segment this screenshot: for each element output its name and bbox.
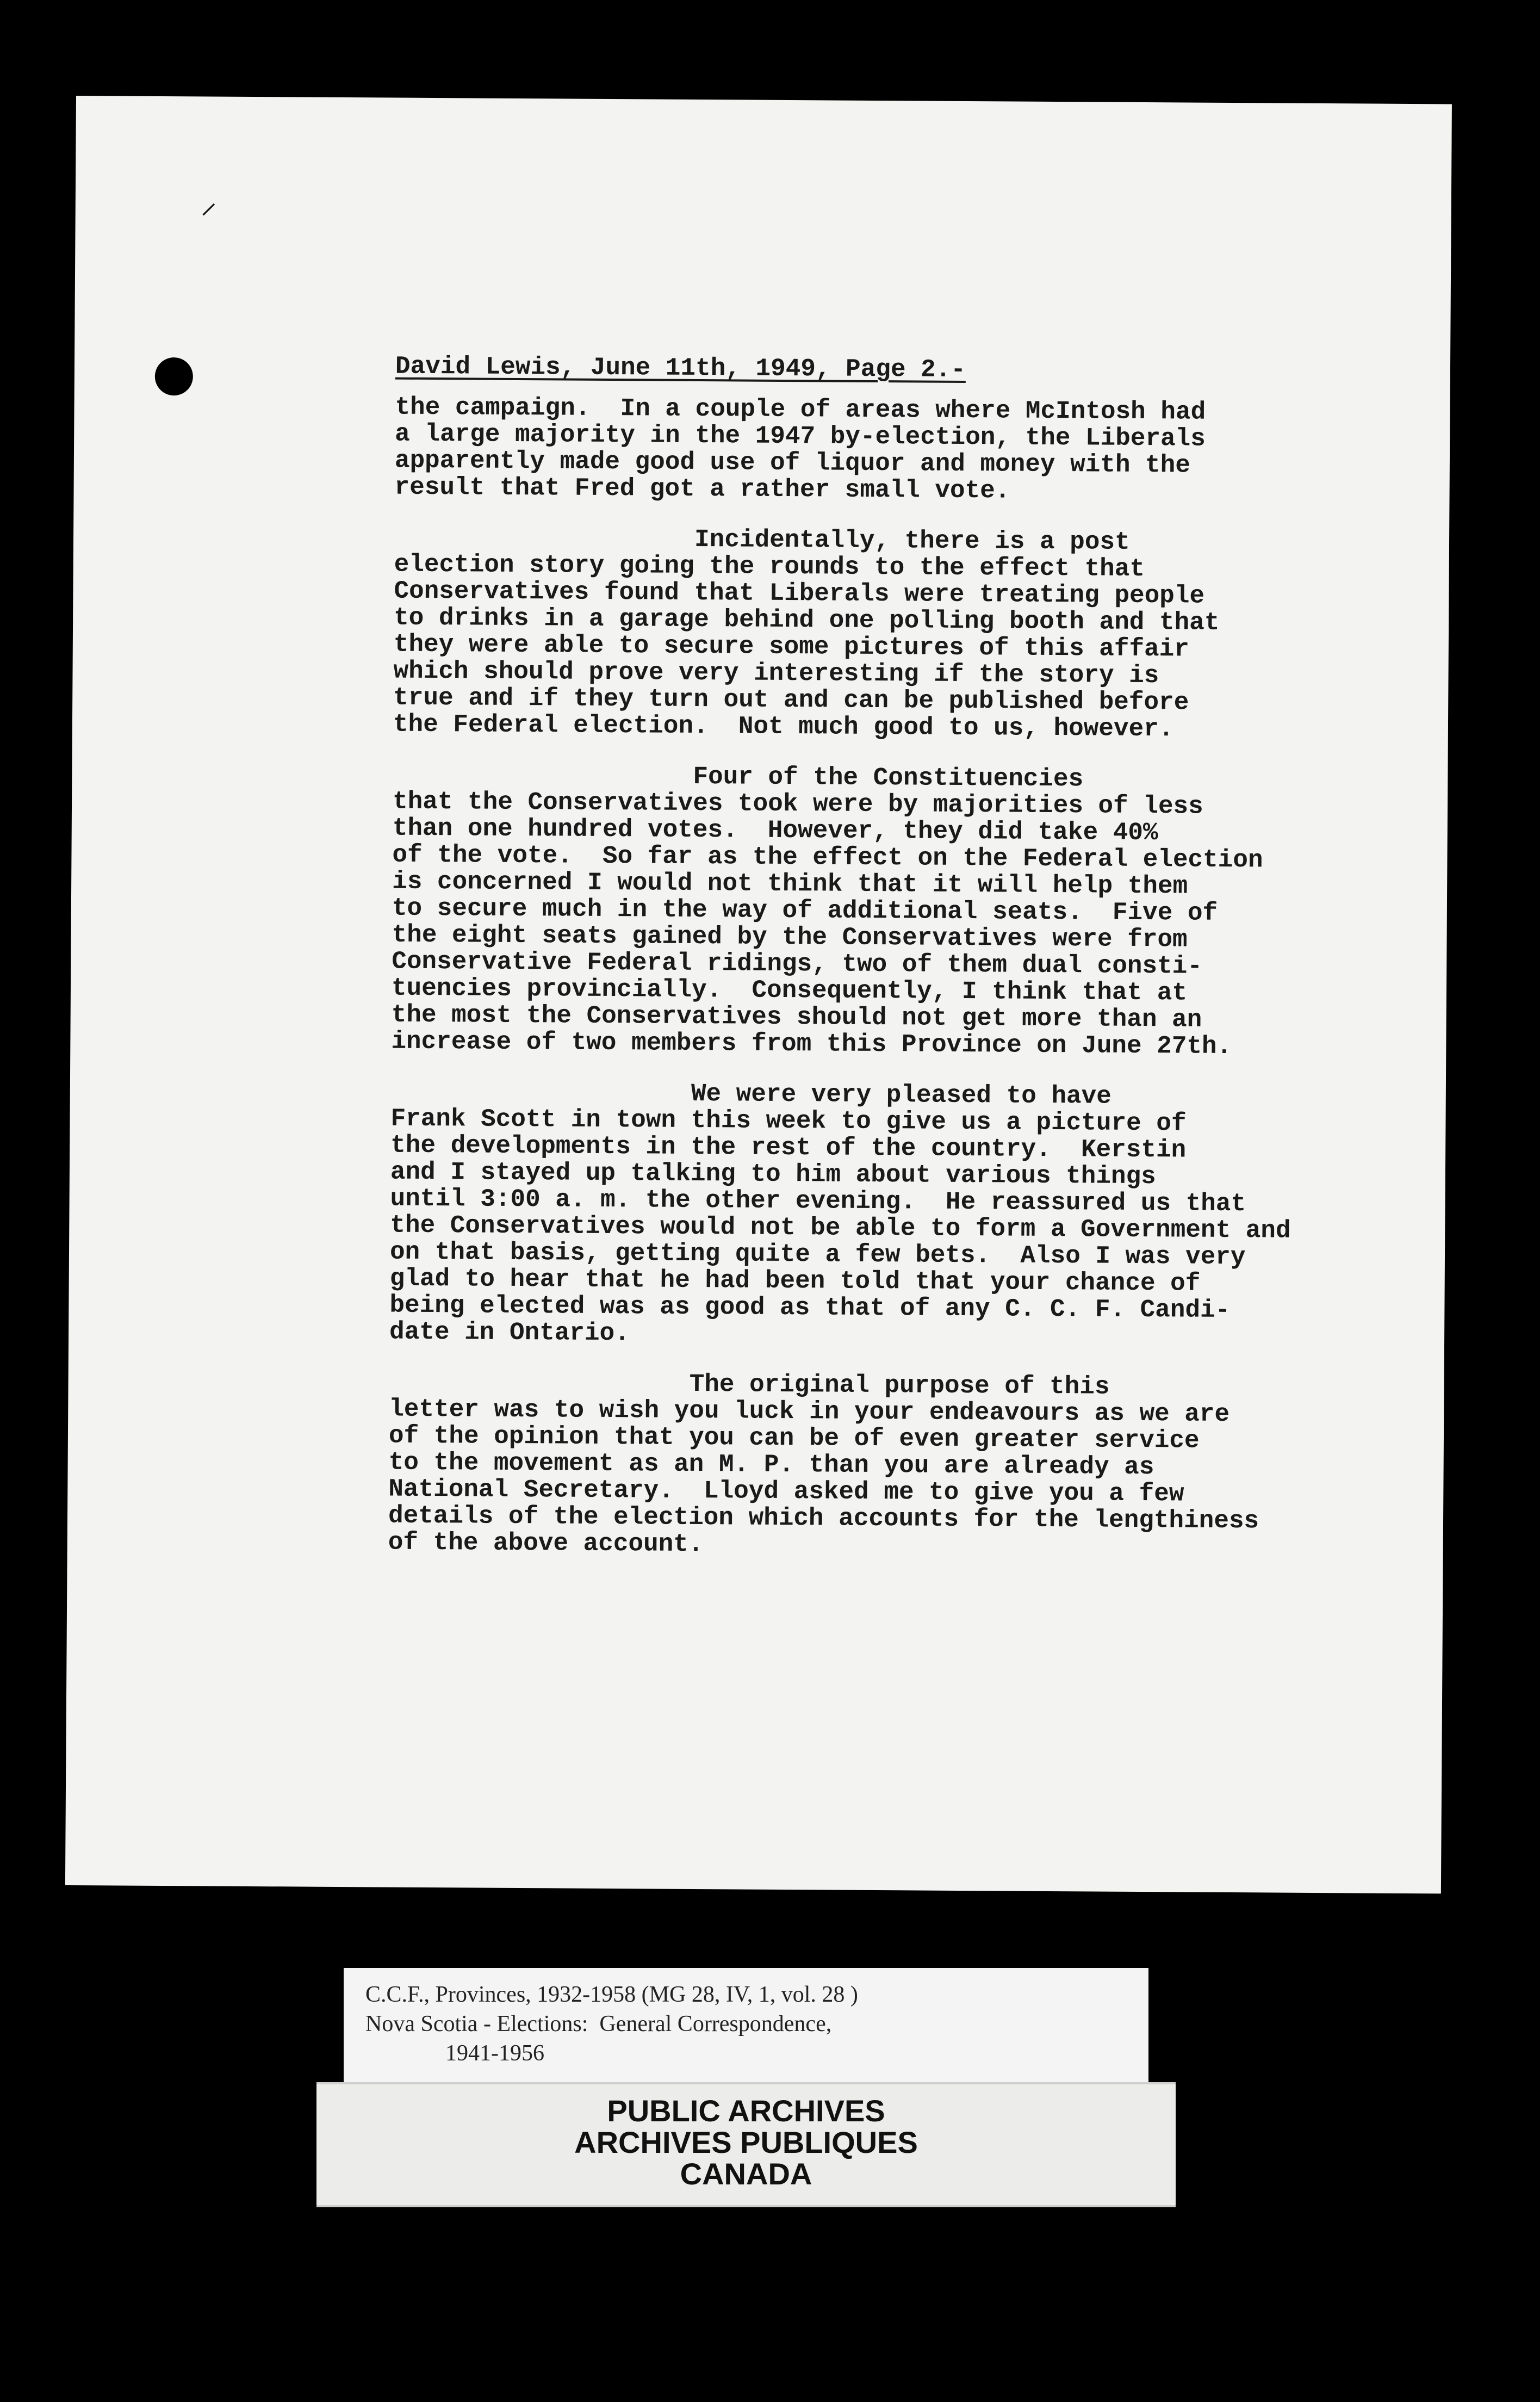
letter-paragraphs — [388, 394, 1407, 1562]
text-line: Four of the Constituencies — [393, 760, 1084, 794]
text-line: The original purpose of this — [389, 1368, 1110, 1401]
text-line: on that basis, getting quite a few bets. Also I was very — [389, 1237, 1246, 1272]
text-line: the Federal election. Not much good to us, however. — [393, 710, 1174, 744]
text-line: date in Ontario. — [389, 1317, 630, 1348]
text-line: which should prove very interesting if the story is — [393, 657, 1159, 690]
text-line: until 3:00 a. m. the other evening. He reassured us that — [390, 1184, 1246, 1218]
text-line: the Conservatives would not be able to form a Government and — [390, 1211, 1291, 1245]
letter-body — [388, 354, 1407, 1586]
text-line: being elected was as good as that of any C. C. F. Candi- — [389, 1291, 1231, 1325]
text-line: letter was to wish you luck in your endeavours as we are — [389, 1395, 1230, 1429]
caption-line: C.C.F., Provinces, 1932-1958 (MG 28, IV, 1, vol. 28 ) — [365, 1982, 858, 2007]
caption-line: Nova Scotia - Elections: General Correspondence, — [365, 2011, 832, 2036]
text-line: of the above account. — [388, 1528, 704, 1559]
text-line: is concerned I would not think that it will help them — [392, 867, 1188, 901]
caption-line: 1941-1956 — [365, 2041, 544, 2066]
text-line: Conservatives found that Liberals were treating people — [394, 577, 1205, 610]
archive-caption — [344, 1968, 1148, 2082]
text-line: the campaign. In a couple of areas where McIntosh had — [395, 393, 1206, 426]
stamp-line: ARCHIVES PUBLIQUES — [574, 2125, 918, 2159]
text-line: Frank Scott in town this week to give us a picture of — [390, 1104, 1187, 1138]
text-line: true and if they turn out and can be published before — [393, 683, 1189, 717]
text-line: the developments in the rest of the country. Kerstin — [390, 1131, 1187, 1165]
letter-paragraph — [388, 1370, 1401, 1562]
page-header: David Lewis, June 11th, 1949, Page 2.- — [395, 352, 966, 385]
letter-paragraph — [391, 762, 1404, 1061]
pencil-mark: ⸝ — [200, 186, 217, 224]
text-line: We were very pleased to have — [390, 1078, 1111, 1111]
text-line: of the vote. So far as the effect on the Federal election — [392, 840, 1263, 875]
text-line: and I stayed up talking to him about various things — [390, 1157, 1156, 1191]
document-page — [65, 96, 1452, 1893]
text-line: tuencies provincially. Consequently, I think that at — [391, 974, 1188, 1007]
text-line: a large majority in the 1947 by-election, the Liberals — [395, 419, 1206, 453]
text-line: increase of two members from this Province on June 27th. — [391, 1027, 1232, 1061]
punch-hole — [155, 357, 193, 395]
text-line: Conservative Federal ridings, two of them dual consti- — [392, 947, 1203, 981]
text-line: to drinks in a garage behind one polling booth and that — [393, 603, 1220, 637]
text-line: the most the Conservatives should not get more than an — [391, 1000, 1202, 1034]
text-line: than one hundred votes. However, they did take 40% — [392, 814, 1158, 847]
text-line: the eight seats gained by the Conservatives were from — [392, 920, 1188, 954]
stamp-line: CANADA — [680, 2157, 812, 2191]
text-line: apparently made good use of liquor and money with the — [394, 446, 1191, 480]
letter-paragraph — [393, 525, 1406, 744]
text-line: result that Fred got a rather small vote. — [394, 473, 1010, 505]
text-line: National Secretary. Lloyd asked me to give you a few — [388, 1475, 1184, 1508]
letter-paragraph — [389, 1079, 1402, 1352]
text-line: election story going the rounds to the effect that — [394, 550, 1145, 584]
text-line: Incidentally, there is a post — [394, 523, 1130, 556]
text-line: they were able to secure some pictures of this affair — [393, 630, 1190, 664]
text-line: to the movement as an M. P. than you are already as — [388, 1448, 1154, 1482]
text-line: glad to hear that he had been told that your chance of — [389, 1264, 1201, 1298]
text-line: of the opinion that you can be of even greater service — [388, 1421, 1200, 1455]
letter-paragraph — [394, 394, 1406, 507]
archive-stamp — [316, 2082, 1176, 2207]
text-line: details of the election which accounts for the lengthiness — [388, 1501, 1259, 1536]
text-line: to secure much in the way of additional seats. Five of — [392, 894, 1218, 927]
stamp-line: PUBLIC ARCHIVES — [607, 2094, 885, 2128]
text-line: that the Conservatives took were by majorities of less — [392, 787, 1203, 821]
